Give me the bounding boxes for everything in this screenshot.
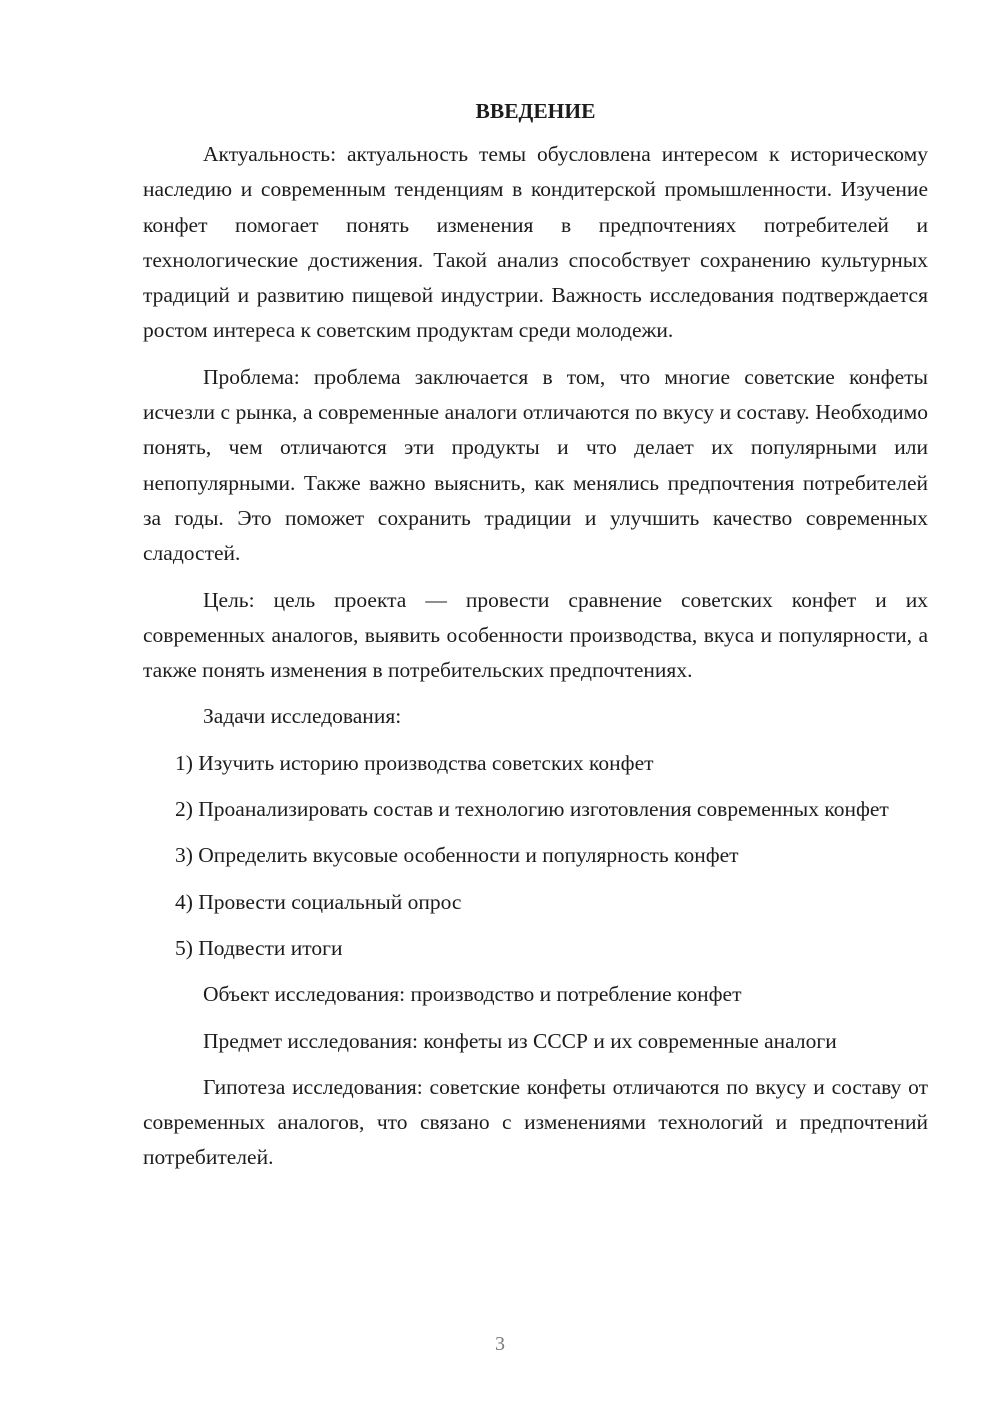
tasks-heading: Задачи исследования: [203,704,402,729]
problem-paragraph: Проблема: проблема заключается в том, что многие советские конфеты исчезли с рынка, а современные аналоги отличаются по вкусу и составу. Необходимо понять, чем отличаются эти продукты и что делает их популярными или непопулярными. Также важно выяснить, как менялись предпочтения потребителей за годы. Это поможет сохранить традиции и улучшить качество современных сладостей. [143,364,928,566]
task-item: 3) Определить вкусовые особенности и популярность конфет [175,843,739,868]
section-title: ВВЕДЕНИЕ [475,99,596,123]
object-paragraph: Объект исследования: производство и потребление конфет [203,982,742,1007]
task-item: 2) Проанализировать состав и технологию изготовления современных конфет [175,797,889,822]
task-item: 5) Подвести итоги [175,935,343,960]
subject-paragraph: Предмет исследования: конфеты из СССР и их современные аналоги [203,1028,837,1053]
page-content [143,94,928,1187]
goal-paragraph: Цель: цель проекта — провести сравнение советских конфет и их современных аналогов, выявить особенности производства, вкуса и популярности, а также понять изменения в потребительских предпочтениях. [143,587,928,683]
hypothesis-paragraph: Гипотеза исследования: советские конфеты отличаются по вкусу и составу от современных аналогов, что связано с изменениями технологий и предпочтений потребителей. [143,1074,928,1170]
page-number: 3 [495,1333,505,1355]
task-item: 1) Изучить историю производства советских конфет [175,750,654,775]
task-item: 4) Провести социальный опрос [175,889,462,914]
relevance-paragraph: Актуальность: актуальность темы обусловлена интересом к историческому наследию и современным тенденциям в кондитерской промышленности. Изучение конфет помогает понять изменения в предпочтениях потребителей и технологические достижения. Такой анализ способствует сохранению культурных традиций и развитию пищевой индустрии. Важность исследования подтверждается ростом интереса к советским продуктам среди молодежи. [143,142,928,343]
